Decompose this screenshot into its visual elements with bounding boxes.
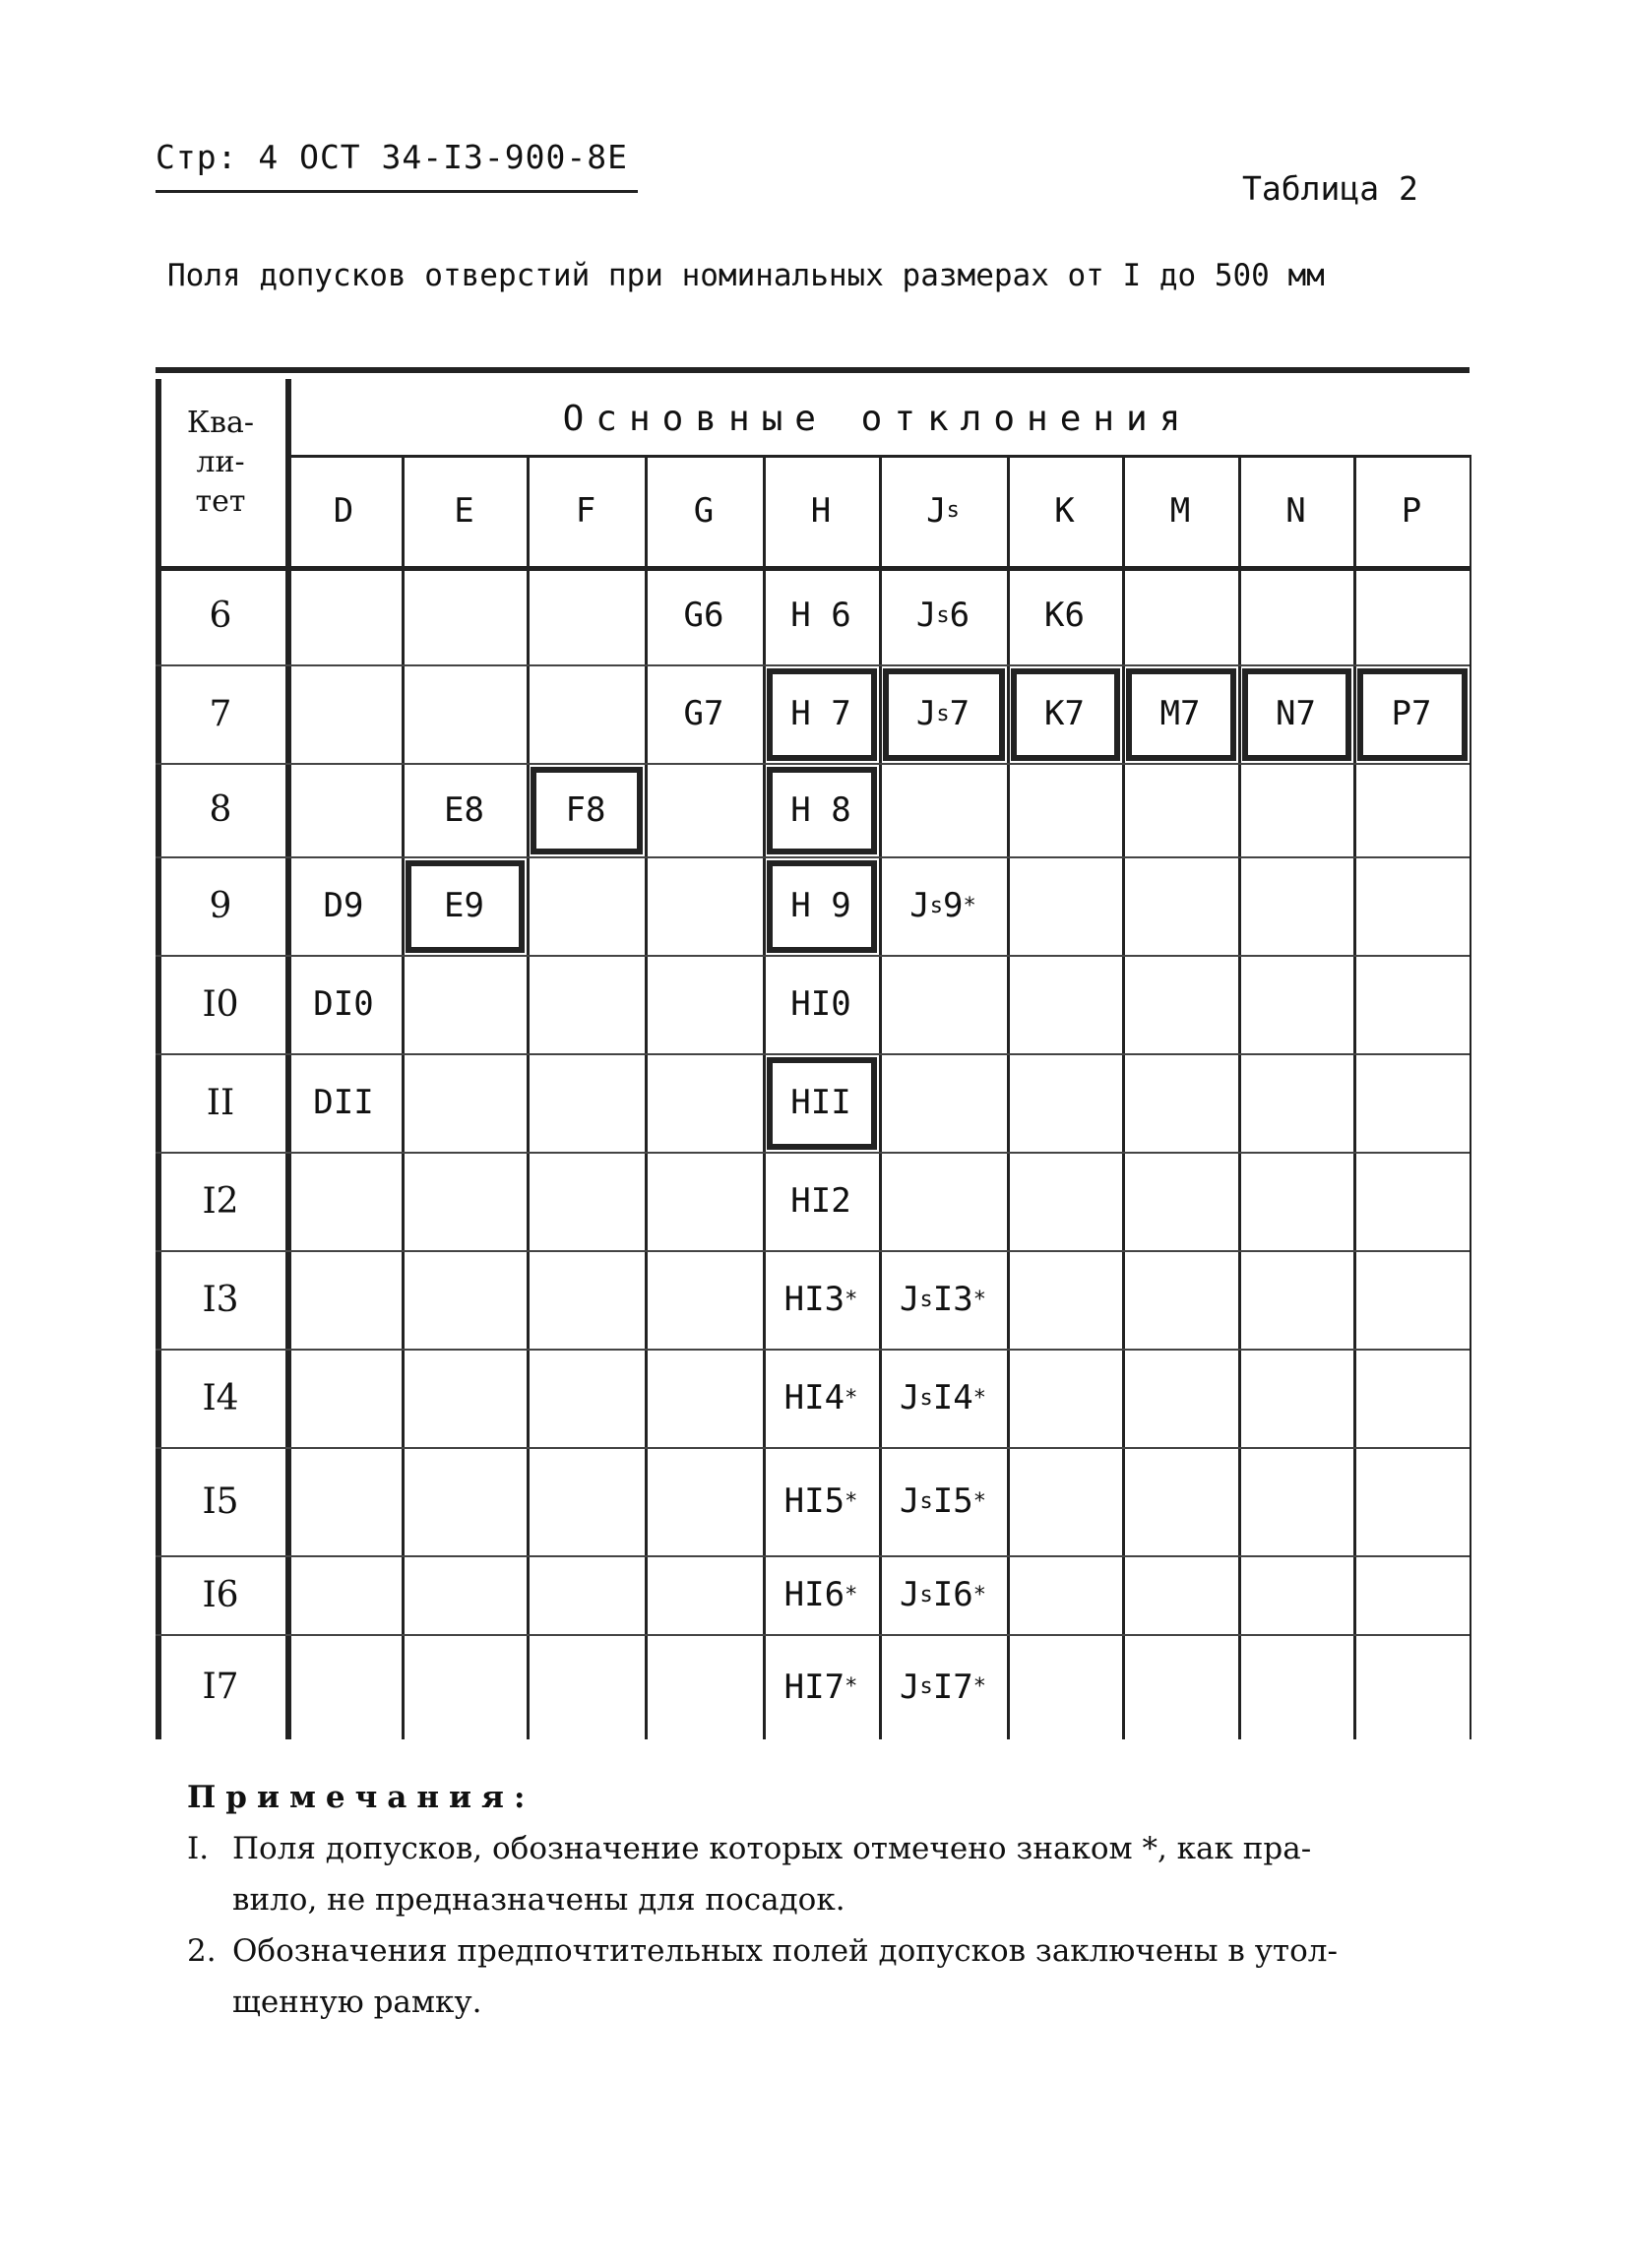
qualitet-cell: I3 — [202, 1279, 239, 1320]
preferred-field-frame — [883, 668, 1005, 761]
column-header-h: H — [810, 490, 832, 531]
preferred-field-frame — [406, 860, 525, 953]
note-1 — [187, 1823, 1496, 1874]
tolerance-field-cell: H 8 — [790, 789, 851, 830]
preferred-field-frame — [1011, 668, 1120, 761]
tolerance-field-cell: J s I5 * — [900, 1481, 986, 1521]
column-divider — [1122, 455, 1125, 1739]
tolerance-field-cell: DI0 — [313, 984, 374, 1024]
tolerance-field-cell: G6 — [683, 596, 724, 635]
header-underline — [156, 190, 638, 193]
preferred-field-frame — [767, 860, 877, 953]
qualitet-cell: I2 — [202, 1180, 239, 1222]
tolerance-field-cell: J s 6 — [915, 596, 970, 635]
tolerance-field-cell: M7 — [1159, 694, 1201, 733]
tolerance-field-cell: K6 — [1044, 596, 1085, 635]
preferred-field-frame — [767, 668, 877, 761]
preferred-field-frame — [1126, 668, 1236, 761]
qualitet-cell: I5 — [202, 1480, 239, 1522]
column-header-n: N — [1285, 490, 1306, 531]
column-divider — [527, 455, 530, 1739]
column-header-d: D — [333, 490, 354, 531]
tolerance-field-cell: H 6 — [790, 596, 851, 635]
tolerance-field-cell: DII — [313, 1083, 374, 1122]
column-header-k: K — [1054, 490, 1075, 531]
qualitet-cell: I7 — [202, 1667, 239, 1707]
table-top-border — [156, 367, 1470, 373]
qualitet-cell: I0 — [202, 983, 239, 1025]
qualitet-cell: 6 — [209, 595, 232, 636]
qualitet-cell: II — [206, 1082, 235, 1123]
column-header-e: E — [454, 490, 474, 531]
qualitet-cell: 8 — [209, 789, 232, 830]
column-divider — [1470, 455, 1471, 1739]
qualitet-cell: 7 — [209, 693, 232, 734]
qualitet-cell: I4 — [202, 1377, 239, 1418]
column-divider — [1238, 455, 1241, 1739]
qualitet-cell: I6 — [202, 1574, 239, 1615]
tolerance-field-cell: F8 — [565, 789, 606, 830]
tolerance-field-cell: HI4 * — [783, 1378, 858, 1418]
tolerance-field-cell: J s I4 * — [900, 1378, 986, 1418]
tolerance-field-cell: J s I7 * — [900, 1667, 986, 1707]
notes-section — [187, 1772, 1496, 2028]
note-1-line-1: Поля допусков, обозначение которых отмечено знаком *, как пра- — [232, 1831, 1312, 1866]
preferred-field-frame — [1357, 668, 1468, 761]
qualitet-header-line-1: Ква- — [186, 406, 255, 440]
tolerance-field-cell: P7 — [1391, 694, 1432, 733]
tolerance-field-cell: J s I6 * — [900, 1575, 986, 1614]
tolerance-field-cell: G7 — [683, 694, 724, 733]
note-2-line-1: Обозначения предпочтительных полей допусков заключены в утол- — [232, 1933, 1338, 1969]
table-label: Таблица 2 — [1242, 169, 1418, 208]
column-header-m: M — [1169, 490, 1191, 531]
column-divider — [402, 455, 405, 1739]
tolerance-field-cell: E8 — [444, 789, 484, 830]
tolerance-field-cell: HII — [790, 1083, 851, 1122]
qualitet-cell: 9 — [209, 885, 232, 926]
column-divider — [1353, 455, 1356, 1739]
tolerance-field-cell: HI7 * — [783, 1667, 858, 1707]
tolerance-field-cell: HI2 — [790, 1181, 851, 1221]
tolerance-field-cell: H 7 — [790, 694, 851, 733]
tolerance-field-cell: E9 — [444, 886, 484, 925]
tolerance-field-cell: HI3 * — [783, 1280, 858, 1319]
tolerance-field-cell: J s 9 * — [909, 886, 976, 925]
note-2-number: 2. — [187, 1933, 217, 1969]
tolerance-field-cell: H 9 — [790, 886, 851, 925]
tolerance-field-cell: K7 — [1044, 694, 1085, 733]
column-header-f: F — [575, 490, 596, 531]
tolerance-field-cell: J s 7 — [915, 694, 970, 733]
note-1-line-2: вило, не предназначены для посадок. — [232, 1882, 845, 1918]
notes-title: Примечания: — [187, 1780, 535, 1815]
tolerance-field-cell: HI0 — [790, 984, 851, 1024]
note-2-line-2: щенную рамку. — [232, 1984, 482, 2020]
note-2 — [187, 1925, 1496, 1977]
note-1-number: I. — [187, 1831, 210, 1866]
main-deviations-header: Основные отклонения — [562, 399, 1193, 439]
column-header-g: G — [693, 490, 715, 531]
preferred-field-frame — [767, 767, 877, 854]
table-caption: Поля допусков отверстий при номинальных размерах от I до 500 мм — [167, 258, 1325, 293]
preferred-field-frame — [531, 767, 643, 854]
tolerance-field-cell: HI5 * — [783, 1481, 858, 1521]
preferred-field-frame — [767, 1057, 877, 1150]
qualitet-header-line-2: ли- — [196, 445, 245, 479]
tolerance-field-cell: J s I3 * — [900, 1280, 986, 1319]
qualitet-header — [156, 404, 285, 522]
page-reference: Стр: 4 ОСТ 34-I3-900-8Е — [156, 138, 628, 176]
tolerance-field-cell: D9 — [323, 886, 364, 925]
qualitet-header-line-3: тет — [195, 484, 246, 519]
tolerance-field-cell: HI6 * — [783, 1575, 858, 1614]
column-header-js: J s — [926, 490, 960, 531]
tolerance-field-cell: N7 — [1276, 694, 1316, 733]
column-header-p: P — [1401, 490, 1422, 531]
preferred-field-frame — [1242, 668, 1351, 761]
